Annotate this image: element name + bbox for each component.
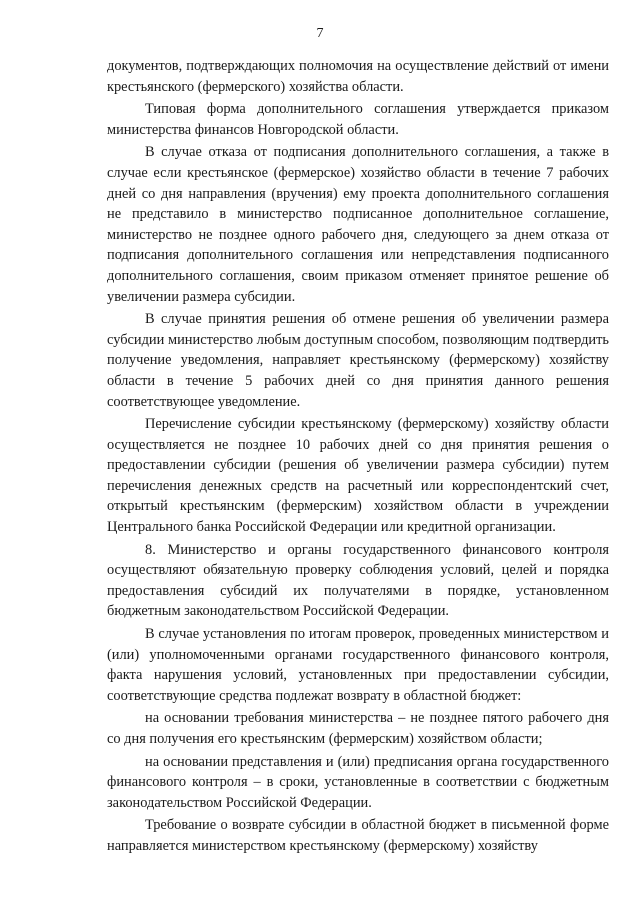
paragraph-cancellation-notice: В случае принятия решения об отмене решения об увеличении размера субсидии министерство любым доступным способом, позволяющим подтвердить получение уведомления, направляет крестьянскому (фермерскому) хозяйству области в течение 5 рабочих дней со дня принятия данного решения соответствующее уведомление. [107,311,609,410]
paragraph-refund-request: Требование о возврате субсидии в областной бюджет в письменной форме направляется министерством крестьянскому (фермерскому) хозяйству [107,817,609,854]
paragraph-violation: В случае установления по итогам проверок, проведенных министерством и (или) уполномоченными органами государственного финансового контроля, факта нарушения условий, установленных при предоставлении субсидии, соответствующие средства подлежат возврату в областной бюджет: [107,626,609,704]
paragraph-template-form: Типовая форма дополнительного соглашения утверждается приказом министерства финансов Новгородской области. [107,101,609,138]
paragraph-transfer: Перечисление субсидии крестьянскому (фермерскому) хозяйству области осуществляется не позднее 10 рабочих дней со дня принятия решения о предоставлении субсидии (решения об увеличении размера субсидии) путем перечисления денежных средств на расчетный или корреспондентский счет, открытый крестьянским (фермерским) хозяйством области в учреждении Центрального банка Российской Федерации или кредитной организации. [107,416,609,536]
paragraph-ministry-requirement: на основании требования министерства – не позднее пятого рабочего дня со дня получения его крестьянским (фермерским) хозяйством области; [107,710,609,747]
document-body [107,56,609,859]
page-number: 7 [316,26,324,41]
paragraph-section-8: 8. Министерство и органы государственного финансового контроля осуществляют обязательную проверку соблюдения условий, целей и порядка предоставления субсидий их получателями в порядке, установленном бюджетным законодательством Российской Федерации. [107,541,609,620]
paragraph-continuation: документов, подтверждающих полномочия на осуществление действий от имени крестьянского (фермерского) хозяйства области. [107,58,609,95]
paragraph-refusal: В случае отказа от подписания дополнительного соглашения, а также в случае если крестьянское (фермерское) хозяйство области в течение 7 рабочих дней со дня направления (вручения) ему проекта дополнительного соглашения не представило в министерство подписанное дополнительное соглашение, министерство не позднее одного рабочего дня, следующего за днем отказа от подписания дополнительного соглашения или непредставления подписанного дополнительного соглашения, своим приказом отменяет принятое решение об увеличении размера субсидии. [107,144,609,305]
paragraph-control-order: на основании представления и (или) предписания органа государственного финансового контроля – в сроки, установленные в соответствии с бюджетным законодательством Российской Федерации. [107,753,609,811]
